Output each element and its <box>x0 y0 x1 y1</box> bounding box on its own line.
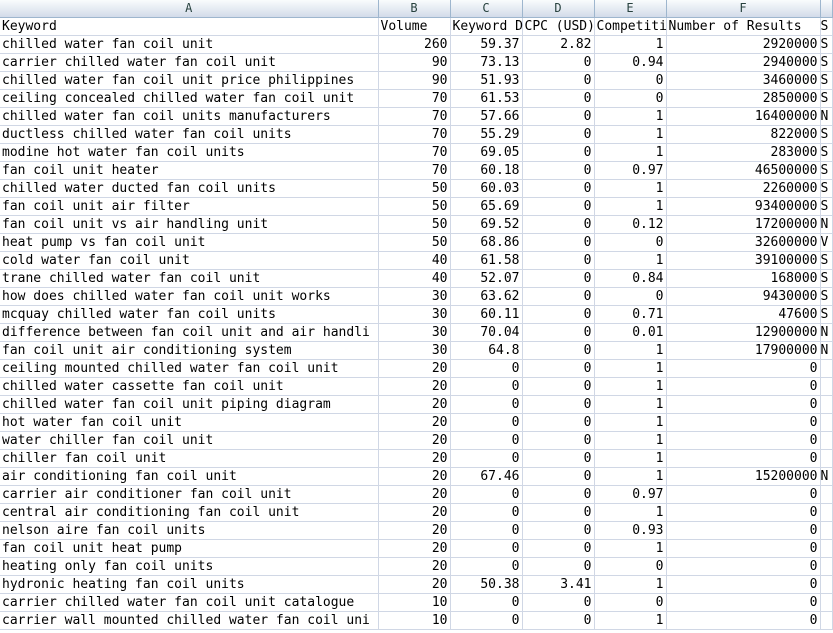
cell[interactable]: 70 <box>378 90 450 108</box>
cell[interactable]: 0 <box>522 216 594 234</box>
cell[interactable]: 0 <box>450 558 522 576</box>
cell[interactable]: air conditioning fan coil unit <box>0 468 378 486</box>
header-cell[interactable]: Competiti <box>594 18 666 36</box>
cell[interactable]: ceiling concealed chilled water fan coil unit <box>0 90 378 108</box>
cell[interactable] <box>820 576 832 594</box>
cell[interactable]: 283000 <box>666 144 820 162</box>
cell[interactable]: 20 <box>378 540 450 558</box>
cell[interactable]: S <box>820 162 832 180</box>
table-row <box>0 126 832 144</box>
cell[interactable]: 20 <box>378 558 450 576</box>
cell[interactable]: S <box>820 144 832 162</box>
cell[interactable]: trane chilled water fan coil unit <box>0 270 378 288</box>
cell[interactable]: 0 <box>450 396 522 414</box>
cell[interactable]: chilled water fan coil unit <box>0 36 378 54</box>
cell[interactable]: 1 <box>594 378 666 396</box>
cell[interactable]: 0 <box>522 198 594 216</box>
header-cell[interactable]: Keyword D <box>450 18 522 36</box>
cell[interactable]: 2940000 <box>666 54 820 72</box>
cell[interactable]: S <box>820 180 832 198</box>
cell[interactable]: 20 <box>378 504 450 522</box>
cell[interactable]: 1 <box>594 396 666 414</box>
cell[interactable]: 70 <box>378 126 450 144</box>
cell[interactable]: 90 <box>378 72 450 90</box>
cell[interactable]: 0 <box>522 126 594 144</box>
column-header-f[interactable]: F <box>666 0 820 18</box>
cell[interactable]: ductless chilled water fan coil units <box>0 126 378 144</box>
cell[interactable]: 2920000 <box>666 36 820 54</box>
table-row <box>0 270 832 288</box>
cell[interactable]: chilled water fan coil units manufacturers <box>0 108 378 126</box>
table-row <box>0 54 832 72</box>
cell[interactable] <box>820 558 832 576</box>
cell[interactable]: nelson aire fan coil units <box>0 522 378 540</box>
table-row <box>0 306 832 324</box>
cell[interactable]: 0 <box>594 594 666 612</box>
header-cell[interactable]: Keyword <box>0 18 378 36</box>
cell[interactable] <box>820 360 832 378</box>
cell[interactable]: 3.41 <box>522 576 594 594</box>
cell[interactable]: 0.84 <box>594 270 666 288</box>
cell[interactable]: 93400000 <box>666 198 820 216</box>
table-row <box>0 378 832 396</box>
cell[interactable]: 0 <box>522 252 594 270</box>
table-row <box>0 324 832 342</box>
cell[interactable]: 2850000 <box>666 90 820 108</box>
cell[interactable]: 0 <box>522 522 594 540</box>
table-row <box>0 558 832 576</box>
cell[interactable]: 0 <box>666 612 820 630</box>
cell[interactable]: 20 <box>378 414 450 432</box>
cell[interactable]: 70 <box>378 108 450 126</box>
cell[interactable]: 57.66 <box>450 108 522 126</box>
cell[interactable]: 0 <box>522 594 594 612</box>
cell[interactable]: 20 <box>378 360 450 378</box>
cell[interactable]: 0 <box>522 360 594 378</box>
cell[interactable]: 0 <box>522 450 594 468</box>
cell[interactable]: N <box>820 342 832 360</box>
cell[interactable]: cold water fan coil unit <box>0 252 378 270</box>
cell[interactable]: 73.13 <box>450 54 522 72</box>
cell[interactable]: 0.71 <box>594 306 666 324</box>
cell[interactable]: 59.37 <box>450 36 522 54</box>
header-cell[interactable]: Volume <box>378 18 450 36</box>
cell[interactable]: 40 <box>378 270 450 288</box>
cell[interactable]: 0 <box>522 234 594 252</box>
cell[interactable]: 0 <box>522 108 594 126</box>
cell[interactable]: 63.62 <box>450 288 522 306</box>
cell[interactable]: 50 <box>378 216 450 234</box>
cell[interactable]: N <box>820 468 832 486</box>
cell[interactable]: 10 <box>378 594 450 612</box>
cell[interactable]: 70.04 <box>450 324 522 342</box>
cell[interactable]: 47600 <box>666 306 820 324</box>
cell[interactable]: 50 <box>378 180 450 198</box>
cell[interactable]: 1 <box>594 504 666 522</box>
cell[interactable]: 1 <box>594 342 666 360</box>
cell[interactable]: 0 <box>522 486 594 504</box>
cell[interactable]: 20 <box>378 468 450 486</box>
table-row <box>0 72 832 90</box>
cell[interactable]: hot water fan coil unit <box>0 414 378 432</box>
table-row <box>0 180 832 198</box>
table-row <box>0 198 832 216</box>
cell[interactable]: 1 <box>594 540 666 558</box>
cell[interactable]: 0 <box>522 378 594 396</box>
cell[interactable]: 0 <box>522 342 594 360</box>
cell[interactable]: 0 <box>666 594 820 612</box>
table-row <box>0 540 832 558</box>
cell[interactable]: 0 <box>450 594 522 612</box>
cell[interactable]: 64.8 <box>450 342 522 360</box>
cell[interactable]: 61.53 <box>450 90 522 108</box>
cell[interactable]: 9430000 <box>666 288 820 306</box>
cell[interactable]: N <box>820 324 832 342</box>
cell[interactable]: 60.11 <box>450 306 522 324</box>
table-row <box>0 432 832 450</box>
cell[interactable] <box>820 432 832 450</box>
cell[interactable]: S <box>820 54 832 72</box>
table-row <box>0 288 832 306</box>
table-row <box>0 576 832 594</box>
cell[interactable]: 60.18 <box>450 162 522 180</box>
cell[interactable]: 0 <box>594 288 666 306</box>
cell[interactable]: 0 <box>666 522 820 540</box>
table-row <box>0 414 832 432</box>
cell[interactable]: 0 <box>522 54 594 72</box>
cell[interactable]: 17200000 <box>666 216 820 234</box>
cell[interactable]: S <box>820 72 832 90</box>
table-row <box>0 468 832 486</box>
table-row <box>0 342 832 360</box>
cell[interactable]: 1 <box>594 144 666 162</box>
cell[interactable]: 61.58 <box>450 252 522 270</box>
cell[interactable]: heating only fan coil units <box>0 558 378 576</box>
column-header-e[interactable]: E <box>594 0 666 18</box>
cell[interactable]: 0.97 <box>594 162 666 180</box>
cell[interactable]: 1 <box>594 414 666 432</box>
table-row <box>0 144 832 162</box>
table-row <box>0 360 832 378</box>
cell[interactable]: 50.38 <box>450 576 522 594</box>
cell[interactable]: 1 <box>594 432 666 450</box>
cell[interactable]: heat pump vs fan coil unit <box>0 234 378 252</box>
cell[interactable]: 1 <box>594 198 666 216</box>
cell[interactable]: mcquay chilled water fan coil units <box>0 306 378 324</box>
cell[interactable]: 40 <box>378 252 450 270</box>
cell[interactable]: 0 <box>666 576 820 594</box>
cell[interactable]: chilled water fan coil unit piping diagram <box>0 396 378 414</box>
cell[interactable]: 1 <box>594 252 666 270</box>
cell[interactable]: S <box>820 306 832 324</box>
cell[interactable]: 0 <box>666 360 820 378</box>
cell[interactable]: 0 <box>666 396 820 414</box>
cell[interactable]: 0 <box>450 432 522 450</box>
header-cell[interactable]: Number of Results <box>666 18 820 36</box>
cell[interactable]: 1 <box>594 36 666 54</box>
cell[interactable]: 20 <box>378 432 450 450</box>
cell[interactable]: 55.29 <box>450 126 522 144</box>
table-row <box>0 450 832 468</box>
cell[interactable]: 0 <box>522 162 594 180</box>
cell[interactable]: 69.52 <box>450 216 522 234</box>
cell[interactable]: water chiller fan coil unit <box>0 432 378 450</box>
cell[interactable]: 20 <box>378 486 450 504</box>
cell[interactable]: S <box>820 198 832 216</box>
cell[interactable]: 0 <box>666 450 820 468</box>
cell[interactable]: N <box>820 216 832 234</box>
grid-body <box>0 18 832 630</box>
table-row <box>0 90 832 108</box>
cell[interactable]: 0 <box>522 324 594 342</box>
cell[interactable]: 70 <box>378 144 450 162</box>
table-row <box>0 108 832 126</box>
cell[interactable]: carrier chilled water fan coil unit <box>0 54 378 72</box>
cell[interactable]: 39100000 <box>666 252 820 270</box>
cell[interactable]: carrier wall mounted chilled water fan coil uni <box>0 612 378 630</box>
cell[interactable]: 1 <box>594 612 666 630</box>
cell[interactable]: 0.94 <box>594 54 666 72</box>
cell[interactable]: 0 <box>666 504 820 522</box>
cell[interactable]: 0 <box>450 540 522 558</box>
cell[interactable]: 16400000 <box>666 108 820 126</box>
cell[interactable]: 2260000 <box>666 180 820 198</box>
cell[interactable]: 0 <box>666 486 820 504</box>
cell[interactable] <box>820 486 832 504</box>
cell[interactable]: S <box>820 252 832 270</box>
header-cell[interactable]: CPC (USD) <box>522 18 594 36</box>
cell[interactable]: S <box>820 126 832 144</box>
cell[interactable]: 1 <box>594 180 666 198</box>
cell[interactable]: 46500000 <box>666 162 820 180</box>
cell[interactable]: 17900000 <box>666 342 820 360</box>
cell[interactable]: 0 <box>522 270 594 288</box>
cell[interactable]: 0 <box>450 522 522 540</box>
column-header-c[interactable]: C <box>450 0 522 18</box>
cell[interactable]: how does chilled water fan coil unit works <box>0 288 378 306</box>
cell[interactable]: S <box>820 288 832 306</box>
cell[interactable]: chilled water ducted fan coil units <box>0 180 378 198</box>
cell[interactable]: central air conditioning fan coil unit <box>0 504 378 522</box>
cell[interactable]: 30 <box>378 288 450 306</box>
cell[interactable]: 0 <box>450 378 522 396</box>
cell[interactable]: chilled water fan coil unit price philippines <box>0 72 378 90</box>
cell[interactable]: ceiling mounted chilled water fan coil unit <box>0 360 378 378</box>
cell[interactable]: 67.46 <box>450 468 522 486</box>
cell[interactable]: 65.69 <box>450 198 522 216</box>
cell[interactable]: 20 <box>378 378 450 396</box>
cell[interactable]: fan coil unit heat pump <box>0 540 378 558</box>
cell[interactable]: 20 <box>378 576 450 594</box>
cell[interactable]: 32600000 <box>666 234 820 252</box>
cell[interactable]: 52.07 <box>450 270 522 288</box>
cell[interactable]: modine hot water fan coil units <box>0 144 378 162</box>
cell[interactable]: 0 <box>666 414 820 432</box>
table-row <box>0 396 832 414</box>
cell[interactable]: 12900000 <box>666 324 820 342</box>
cell[interactable] <box>820 450 832 468</box>
cell[interactable]: 1 <box>594 360 666 378</box>
cell[interactable]: 0 <box>666 432 820 450</box>
cell[interactable]: chilled water cassette fan coil unit <box>0 378 378 396</box>
cell[interactable] <box>820 522 832 540</box>
cell[interactable]: 30 <box>378 342 450 360</box>
cell[interactable]: 0.93 <box>594 522 666 540</box>
cell[interactable]: 0 <box>522 396 594 414</box>
cell[interactable]: 0 <box>450 612 522 630</box>
column-header-row <box>0 0 832 18</box>
cell[interactable]: 0 <box>522 540 594 558</box>
cell[interactable]: 0 <box>522 72 594 90</box>
cell[interactable]: 0 <box>594 72 666 90</box>
cell[interactable]: 50 <box>378 198 450 216</box>
cell[interactable]: 260 <box>378 36 450 54</box>
cell[interactable]: 0 <box>450 360 522 378</box>
cell[interactable]: 90 <box>378 54 450 72</box>
header-row <box>0 18 832 36</box>
table-row <box>0 594 832 612</box>
table-row <box>0 252 832 270</box>
table-row <box>0 162 832 180</box>
column-header-g[interactable] <box>820 0 832 18</box>
column-header-d[interactable]: D <box>522 0 594 18</box>
cell[interactable] <box>820 594 832 612</box>
table-row <box>0 486 832 504</box>
cell[interactable]: S <box>820 36 832 54</box>
cell[interactable]: 68.86 <box>450 234 522 252</box>
table-row <box>0 504 832 522</box>
cell[interactable]: 0 <box>522 90 594 108</box>
cell[interactable]: difference between fan coil unit and air handli <box>0 324 378 342</box>
cell[interactable]: 0 <box>522 432 594 450</box>
cell[interactable]: carrier air conditioner fan coil unit <box>0 486 378 504</box>
cell[interactable]: 30 <box>378 324 450 342</box>
cell[interactable]: 0.97 <box>594 486 666 504</box>
cell[interactable]: 15200000 <box>666 468 820 486</box>
cell[interactable]: 3460000 <box>666 72 820 90</box>
cell[interactable]: fan coil unit air filter <box>0 198 378 216</box>
cell[interactable]: 60.03 <box>450 180 522 198</box>
cell[interactable]: 1 <box>594 126 666 144</box>
table-row <box>0 234 832 252</box>
cell[interactable]: 0 <box>450 486 522 504</box>
cell[interactable]: 70 <box>378 162 450 180</box>
table-row <box>0 36 832 54</box>
cell[interactable]: 30 <box>378 306 450 324</box>
cell[interactable]: 1 <box>594 108 666 126</box>
cell[interactable]: 1 <box>594 576 666 594</box>
table-row <box>0 522 832 540</box>
cell[interactable]: 0 <box>522 288 594 306</box>
cell[interactable]: S <box>820 90 832 108</box>
cell[interactable] <box>820 414 832 432</box>
cell[interactable]: 1 <box>594 450 666 468</box>
cell[interactable]: 0 <box>594 234 666 252</box>
table-row <box>0 216 832 234</box>
cell[interactable]: 0 <box>450 414 522 432</box>
column-header-b[interactable]: B <box>378 0 450 18</box>
cell[interactable]: 0 <box>450 504 522 522</box>
cell[interactable]: 0 <box>522 306 594 324</box>
cell[interactable]: hydronic heating fan coil units <box>0 576 378 594</box>
cell[interactable]: 0.01 <box>594 324 666 342</box>
cell[interactable]: 0 <box>594 558 666 576</box>
cell[interactable]: 0 <box>666 558 820 576</box>
cell[interactable]: 0 <box>522 468 594 486</box>
cell[interactable]: 20 <box>378 522 450 540</box>
cell[interactable]: 69.05 <box>450 144 522 162</box>
cell[interactable]: V <box>820 234 832 252</box>
cell[interactable]: 0.12 <box>594 216 666 234</box>
cell[interactable]: 1 <box>594 468 666 486</box>
cell[interactable] <box>820 396 832 414</box>
cell[interactable]: fan coil unit air conditioning system <box>0 342 378 360</box>
cell[interactable]: 0 <box>522 558 594 576</box>
cell[interactable]: 0 <box>522 504 594 522</box>
cell[interactable] <box>820 612 832 630</box>
cell[interactable]: 20 <box>378 396 450 414</box>
cell[interactable] <box>820 378 832 396</box>
cell[interactable]: 0 <box>522 414 594 432</box>
header-cell[interactable]: S <box>820 18 832 36</box>
cell[interactable]: 822000 <box>666 126 820 144</box>
cell[interactable]: 0 <box>522 144 594 162</box>
cell[interactable]: carrier chilled water fan coil unit catalogue <box>0 594 378 612</box>
column-header-a[interactable]: A <box>0 0 378 18</box>
cell[interactable]: 0 <box>522 180 594 198</box>
cell[interactable]: 51.93 <box>450 72 522 90</box>
cell[interactable]: 0 <box>666 378 820 396</box>
cell[interactable]: N <box>820 108 832 126</box>
cell[interactable]: fan coil unit heater <box>0 162 378 180</box>
cell[interactable]: 50 <box>378 234 450 252</box>
cell[interactable]: 168000 <box>666 270 820 288</box>
cell[interactable]: 0 <box>594 90 666 108</box>
cell[interactable]: 2.82 <box>522 36 594 54</box>
cell[interactable]: chiller fan coil unit <box>0 450 378 468</box>
cell[interactable]: S <box>820 270 832 288</box>
cell[interactable]: 20 <box>378 450 450 468</box>
cell[interactable]: 10 <box>378 612 450 630</box>
cell[interactable]: 0 <box>450 450 522 468</box>
cell[interactable] <box>820 504 832 522</box>
cell[interactable]: 0 <box>666 540 820 558</box>
cell[interactable]: 0 <box>522 612 594 630</box>
cell[interactable]: fan coil unit vs air handling unit <box>0 216 378 234</box>
table-row <box>0 612 832 630</box>
cell[interactable] <box>820 540 832 558</box>
